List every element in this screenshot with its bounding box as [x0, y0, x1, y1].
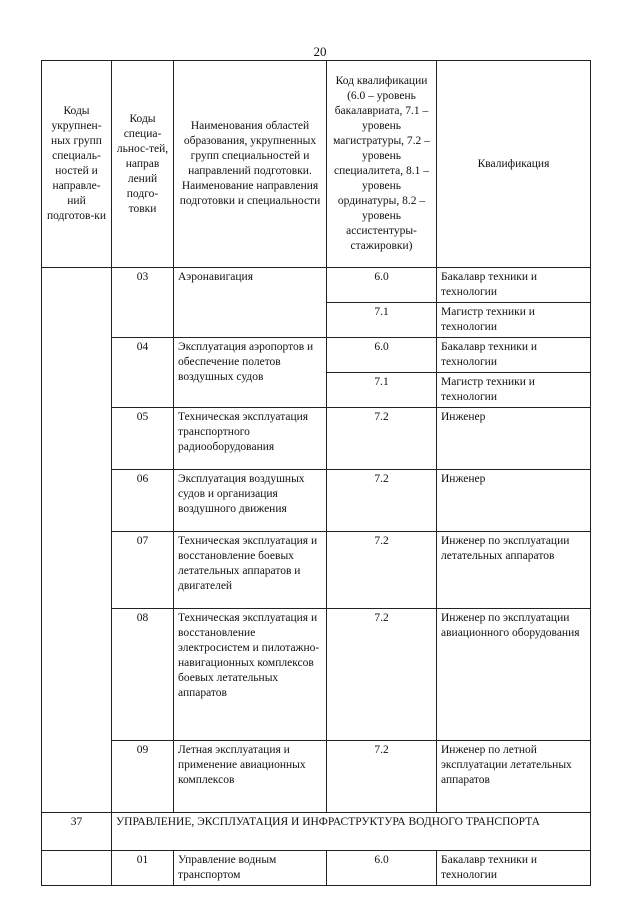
- section-code: 37: [42, 813, 112, 851]
- spec-name: Аэронавигация: [174, 268, 327, 338]
- qual-title: Инженер по эксплуатации летательных аппаратов: [437, 532, 591, 609]
- spec-code: 09: [112, 741, 174, 813]
- spec-name: Техническая эксплуатация транспортного радиооборудования: [174, 408, 327, 470]
- qual-title: Магистр техники и технологии: [437, 373, 591, 408]
- qual-level: 6.0: [327, 268, 437, 303]
- spec-name: Эксплуатация аэропортов и обеспечение полетов воздушных судов: [174, 338, 327, 408]
- qual-level: 7.1: [327, 303, 437, 338]
- spec-code: 03: [112, 268, 174, 338]
- spec-name: Эксплуатация воздушных судов и организация воздушного движения: [174, 470, 327, 532]
- qual-title: Инженер по летной эксплуатации летательных аппаратов: [437, 741, 591, 813]
- qual-title: Бакалавр техники и технологии: [437, 851, 591, 886]
- spec-name: Летная эксплуатация и применение авиационных комплексов: [174, 741, 327, 813]
- header-qualification: Квалификация: [437, 61, 591, 268]
- spec-name: Управление водным транспортом: [174, 851, 327, 886]
- spec-code: 08: [112, 609, 174, 741]
- header-spec-codes: Коды специа-льнос-тей, направ лений подго-товки: [112, 61, 174, 268]
- spec-code: 06: [112, 470, 174, 532]
- qual-title: Бакалавр техники и технологии: [437, 338, 591, 373]
- spec-name: Техническая эксплуатация и восстановление электросистем и пилотажно-навигационных комплексов боевых летательных аппаратов: [174, 609, 327, 741]
- spec-code: 07: [112, 532, 174, 609]
- header-qual-code: Код квалификации (6.0 – уровень бакалавриата, 7.1 – уровень магистратуры, 7.2 – уровень специалитета, 8.1 – уровень ординатуры, 8.2 – уровень ассистентуры-стажировки): [327, 61, 437, 268]
- spec-code: 05: [112, 408, 174, 470]
- qual-level: 7.2: [327, 470, 437, 532]
- qualification-table: [41, 60, 591, 886]
- section-title: УПРАВЛЕНИЕ, ЭКСПЛУАТАЦИЯ И ИНФРАСТРУКТУРА ВОДНОГО ТРАНСПОРТА: [112, 813, 591, 851]
- qual-title: Инженер: [437, 470, 591, 532]
- spec-name: Техническая эксплуатация и восстановление боевых летательных аппаратов и двигателей: [174, 532, 327, 609]
- spec-code: 01: [112, 851, 174, 886]
- qual-title: Инженер: [437, 408, 591, 470]
- qual-level: 7.2: [327, 532, 437, 609]
- qual-title: Инженер по эксплуатации авиационного оборудования: [437, 609, 591, 741]
- header-group-codes: Коды укрупнен-ных групп специаль-ностей и направле-ний подготов-ки: [42, 61, 112, 268]
- qual-level: 7.2: [327, 609, 437, 741]
- group-code-cell: [42, 268, 112, 813]
- group-code-cell: [42, 851, 112, 886]
- qual-level: 7.2: [327, 408, 437, 470]
- qual-level: 7.1: [327, 373, 437, 408]
- spec-code: 04: [112, 338, 174, 408]
- header-names: Наименования областей образования, укрупненных групп специальностей и направлений подготовки. Наименование направления подготовки и специальности: [174, 61, 327, 268]
- qual-title: Бакалавр техники и технологии: [437, 268, 591, 303]
- qual-level: 7.2: [327, 741, 437, 813]
- qual-level: 6.0: [327, 338, 437, 373]
- page-number: 20: [313, 44, 327, 59]
- qual-level: 6.0: [327, 851, 437, 886]
- qual-title: Магистр техники и технологии: [437, 303, 591, 338]
